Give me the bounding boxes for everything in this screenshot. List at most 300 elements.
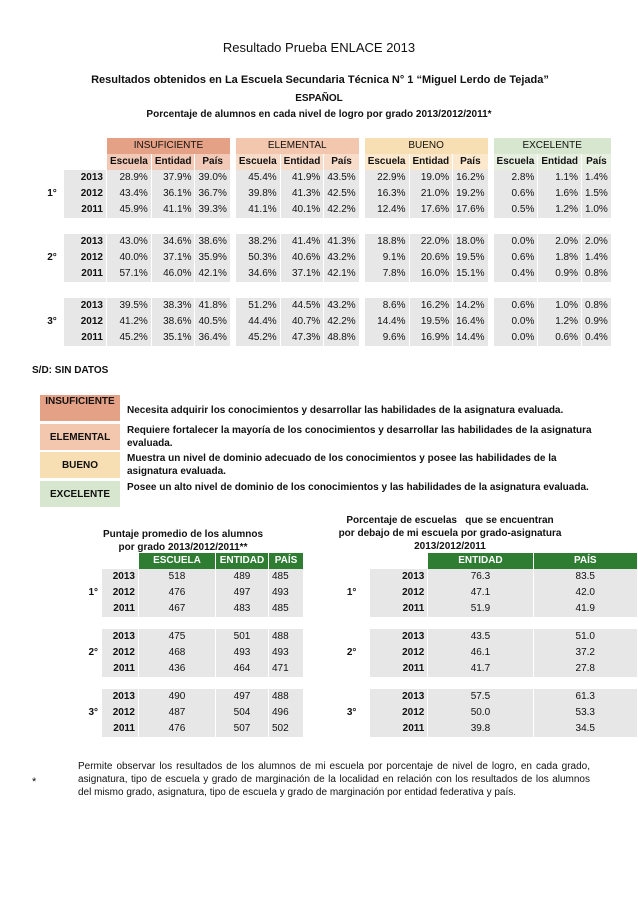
gap-cell xyxy=(231,314,235,330)
value-cell: 2.0% xyxy=(538,234,581,250)
subject-label: ESPAÑOL xyxy=(295,93,343,104)
value-cell: 39.5% xyxy=(107,298,151,314)
pct-column-header: ENTIDAD xyxy=(428,553,532,569)
grade-label xyxy=(41,298,63,314)
value-cell: 18.0% xyxy=(453,234,487,250)
grade-label xyxy=(41,234,63,250)
value-cell: 19.5% xyxy=(410,314,453,330)
gap-cell xyxy=(360,202,364,218)
value-cell: 16.9% xyxy=(410,330,453,346)
year-label: 2011 xyxy=(370,661,427,677)
table-row xyxy=(41,330,611,346)
value-cell: 41.7 xyxy=(428,661,532,677)
value-cell: 487 xyxy=(139,705,215,721)
table-row xyxy=(334,601,637,617)
spacer-cell xyxy=(41,282,611,298)
year-label: 2011 xyxy=(64,330,106,346)
gap-cell xyxy=(489,234,493,250)
value-cell: 518 xyxy=(139,569,215,585)
value-cell: 37.2 xyxy=(534,645,637,661)
value-cell: 17.6% xyxy=(453,202,487,218)
value-cell: 475 xyxy=(139,629,215,645)
value-cell: 16.2% xyxy=(453,170,487,186)
gap-cell xyxy=(231,138,235,154)
table-row xyxy=(334,645,637,661)
gap-cell xyxy=(489,330,493,346)
value-cell: 41.2% xyxy=(107,314,151,330)
year-label: 2012 xyxy=(370,645,427,661)
value-cell: 0.0% xyxy=(494,314,538,330)
value-cell: 1.0% xyxy=(538,298,581,314)
year-label: 2011 xyxy=(102,721,138,737)
value-cell: 0.6% xyxy=(494,186,538,202)
value-cell: 45.9% xyxy=(107,202,151,218)
level-header: EXCELENTE xyxy=(494,138,611,154)
percentage-table-title: Porcentaje de alumnos en cada nivel de logro por grado 2013/2012/2011* xyxy=(146,109,492,120)
achievement-level-table xyxy=(40,138,612,346)
grade-label xyxy=(41,330,63,346)
value-cell: 2.8% xyxy=(494,170,538,186)
value-cell: 22.0% xyxy=(410,234,453,250)
legend-level-box: ELEMENTAL xyxy=(40,424,120,450)
corner-cell xyxy=(334,553,369,569)
value-cell: 7.8% xyxy=(365,266,409,282)
gap-cell xyxy=(360,298,364,314)
year-label: 2012 xyxy=(102,645,138,661)
value-cell: 17.6% xyxy=(410,202,453,218)
value-cell: 14.2% xyxy=(453,298,487,314)
legend-description: Requiere fortalecer la mayoría de los conocimientos y desarrollar las habilidades de la asignatura evaluada. xyxy=(127,425,592,449)
value-cell: 51.2% xyxy=(236,298,280,314)
grade-label: 3° xyxy=(88,707,98,718)
value-cell: 57.1% xyxy=(107,266,151,282)
gap-cell xyxy=(489,314,493,330)
table-row xyxy=(83,629,303,645)
avg-column-header: ENTIDAD xyxy=(216,553,268,569)
value-cell: 14.4% xyxy=(365,314,409,330)
column-header: País xyxy=(453,154,487,170)
gap-cell xyxy=(360,186,364,202)
level-header-row xyxy=(41,138,611,154)
value-cell: 0.9% xyxy=(582,314,611,330)
spacer-row xyxy=(83,677,303,689)
value-cell: 488 xyxy=(269,629,303,645)
table-row xyxy=(334,569,637,585)
footnote-mark: * xyxy=(32,776,37,788)
value-cell: 35.9% xyxy=(195,250,229,266)
table-row xyxy=(41,202,611,218)
value-cell: 1.8% xyxy=(538,250,581,266)
year-label: 2011 xyxy=(102,601,138,617)
grade-label xyxy=(83,569,101,585)
year-label: 2012 xyxy=(64,314,106,330)
gap-cell xyxy=(360,250,364,266)
value-cell: 42.0 xyxy=(534,585,637,601)
grade-label xyxy=(83,601,101,617)
value-cell: 2.0% xyxy=(582,234,611,250)
table-row xyxy=(334,629,637,645)
value-cell: 22.9% xyxy=(365,170,409,186)
value-cell: 47.1 xyxy=(428,585,532,601)
year-label: 2012 xyxy=(102,705,138,721)
column-header: País xyxy=(582,154,611,170)
value-cell: 493 xyxy=(269,585,303,601)
avg-header-row xyxy=(83,553,303,569)
year-label: 2013 xyxy=(64,170,106,186)
value-cell: 44.4% xyxy=(236,314,280,330)
value-cell: 501 xyxy=(216,629,268,645)
school-line: Resultados obtenidos en La Escuela Secundaria Técnica N° 1 “Miguel Lerdo de Tejada” xyxy=(91,74,549,86)
legend-description: Necesita adquirir los conocimientos y desarrollar las habilidades de la asignatura evaluada. xyxy=(127,405,564,416)
value-cell: 468 xyxy=(139,645,215,661)
column-header: Entidad xyxy=(410,154,453,170)
grade-label xyxy=(41,170,63,186)
value-cell: 41.4% xyxy=(281,234,324,250)
value-cell: 489 xyxy=(216,569,268,585)
value-cell: 0.0% xyxy=(494,330,538,346)
table-row xyxy=(334,705,637,721)
gap-cell xyxy=(489,202,493,218)
average-score-table xyxy=(82,553,304,737)
table-row xyxy=(41,298,611,314)
column-header: País xyxy=(324,154,358,170)
value-cell: 43.4% xyxy=(107,186,151,202)
value-cell: 1.0% xyxy=(582,202,611,218)
table-row xyxy=(83,601,303,617)
corner-cell xyxy=(64,154,106,170)
value-cell: 1.5% xyxy=(582,186,611,202)
value-cell: 467 xyxy=(139,601,215,617)
gap-cell xyxy=(360,266,364,282)
value-cell: 41.3% xyxy=(324,234,358,250)
avg-column-header: ESCUELA xyxy=(139,553,215,569)
value-cell: 16.2% xyxy=(410,298,453,314)
year-label: 2013 xyxy=(102,689,138,705)
year-label: 2013 xyxy=(370,689,427,705)
value-cell: 42.2% xyxy=(324,202,358,218)
year-label: 2013 xyxy=(370,629,427,645)
value-cell: 1.2% xyxy=(538,314,581,330)
gap-cell xyxy=(489,170,493,186)
level-header: BUENO xyxy=(365,138,488,154)
grade-label: 1° xyxy=(88,587,98,598)
value-cell: 0.6% xyxy=(494,250,538,266)
grade-label xyxy=(83,629,101,645)
value-cell: 28.9% xyxy=(107,170,151,186)
gap-cell xyxy=(231,250,235,266)
value-cell: 41.8% xyxy=(195,298,229,314)
value-cell: 42.1% xyxy=(195,266,229,282)
grade-label: 3° xyxy=(47,316,57,327)
table-row xyxy=(41,186,611,202)
gap-cell xyxy=(231,266,235,282)
value-cell: 43.5 xyxy=(428,629,532,645)
value-cell: 497 xyxy=(216,689,268,705)
value-cell: 471 xyxy=(269,661,303,677)
corner-cell xyxy=(370,553,427,569)
value-cell: 9.6% xyxy=(365,330,409,346)
value-cell: 1.6% xyxy=(538,186,581,202)
year-label: 2012 xyxy=(64,250,106,266)
value-cell: 483 xyxy=(216,601,268,617)
value-cell: 38.6% xyxy=(195,234,229,250)
document-title: Resultado Prueba ENLACE 2013 xyxy=(222,40,416,55)
year-label: 2011 xyxy=(64,266,106,282)
pct-schools-title-line3: 2013/2012/2011 xyxy=(414,541,486,552)
legend-level-box: EXCELENTE xyxy=(40,481,120,507)
value-cell: 43.2% xyxy=(324,298,358,314)
value-cell: 47.3% xyxy=(281,330,324,346)
table-row xyxy=(83,705,303,721)
year-label: 2013 xyxy=(102,569,138,585)
grade-label xyxy=(334,689,369,705)
value-cell: 41.9 xyxy=(534,601,637,617)
value-cell: 485 xyxy=(269,569,303,585)
column-header: Escuela xyxy=(494,154,538,170)
value-cell: 21.0% xyxy=(410,186,453,202)
level-header: ELEMENTAL xyxy=(236,138,359,154)
value-cell: 34.5 xyxy=(534,721,637,737)
value-cell: 493 xyxy=(269,645,303,661)
value-cell: 20.6% xyxy=(410,250,453,266)
grade-label xyxy=(83,721,101,737)
value-cell: 1.2% xyxy=(538,202,581,218)
grade-label xyxy=(41,266,63,282)
value-cell: 476 xyxy=(139,721,215,737)
value-cell: 45.4% xyxy=(236,170,280,186)
value-cell: 40.7% xyxy=(281,314,324,330)
value-cell: 1.1% xyxy=(538,170,581,186)
grade-label: 1° xyxy=(346,587,357,598)
grade-label: 1° xyxy=(47,188,57,199)
value-cell: 19.2% xyxy=(453,186,487,202)
column-header: Escuela xyxy=(236,154,280,170)
year-label: 2013 xyxy=(370,569,427,585)
column-header: Escuela xyxy=(365,154,409,170)
value-cell: 496 xyxy=(269,705,303,721)
value-cell: 40.0% xyxy=(107,250,151,266)
value-cell: 39.3% xyxy=(195,202,229,218)
value-cell: 34.6% xyxy=(152,234,195,250)
legend-description: Muestra un nivel de dominio adecuado de los conocimientos y posee las habilidades de la asignatura evaluada. xyxy=(127,453,557,477)
value-cell: 36.7% xyxy=(195,186,229,202)
value-cell: 0.9% xyxy=(538,266,581,282)
spacer-cell xyxy=(83,677,303,689)
year-label: 2012 xyxy=(64,186,106,202)
table-row xyxy=(41,234,611,250)
value-cell: 504 xyxy=(216,705,268,721)
value-cell: 40.6% xyxy=(281,250,324,266)
value-cell: 53.3 xyxy=(534,705,637,721)
corner-cell xyxy=(41,154,63,170)
value-cell: 497 xyxy=(216,585,268,601)
gap-cell xyxy=(231,154,235,170)
year-label: 2012 xyxy=(370,705,427,721)
grade-label: 2° xyxy=(47,252,57,263)
grade-label: 3° xyxy=(346,707,357,718)
table-row xyxy=(41,314,611,330)
value-cell: 8.6% xyxy=(365,298,409,314)
value-cell: 9.1% xyxy=(365,250,409,266)
value-cell: 44.5% xyxy=(281,298,324,314)
value-cell: 0.8% xyxy=(582,266,611,282)
value-cell: 36.1% xyxy=(152,186,195,202)
year-label: 2011 xyxy=(370,601,427,617)
legend-level-box: INSUFICIENTE xyxy=(40,395,120,421)
value-cell: 18.8% xyxy=(365,234,409,250)
table-row xyxy=(334,661,637,677)
spacer-row xyxy=(83,617,303,629)
value-cell: 15.1% xyxy=(453,266,487,282)
column-header: Entidad xyxy=(281,154,324,170)
value-cell: 39.0% xyxy=(195,170,229,186)
gap-cell xyxy=(489,298,493,314)
table-row xyxy=(83,569,303,585)
pct-schools-title xyxy=(320,514,580,553)
legend-description: Posee un alto nivel de dominio de los conocimientos y las habilidades de la asignatura evaluada. xyxy=(127,482,589,493)
sd-note: S/D: SIN DATOS xyxy=(32,365,109,376)
gap-cell xyxy=(489,250,493,266)
spacer-cell xyxy=(334,677,637,689)
table-row xyxy=(83,645,303,661)
corner-cell xyxy=(64,138,106,154)
value-cell: 50.0 xyxy=(428,705,532,721)
value-cell: 41.1% xyxy=(152,202,195,218)
table-row xyxy=(41,170,611,186)
table-row xyxy=(334,689,637,705)
pct-schools-title-line2: por debajo de mi escuela por grado-asignatura xyxy=(338,528,562,539)
value-cell: 0.0% xyxy=(494,234,538,250)
pct-schools-title-line1: Porcentaje de escuelas que se encuentran xyxy=(346,515,554,526)
gap-cell xyxy=(360,330,364,346)
grade-label xyxy=(334,601,369,617)
value-cell: 45.2% xyxy=(107,330,151,346)
grade-label: 2° xyxy=(346,647,357,658)
grade-label xyxy=(334,661,369,677)
pct-column-header: PAÍS xyxy=(534,553,637,569)
value-cell: 0.6% xyxy=(494,298,538,314)
value-cell: 1.4% xyxy=(582,250,611,266)
value-cell: 38.2% xyxy=(236,234,280,250)
year-label: 2012 xyxy=(102,585,138,601)
value-cell: 42.2% xyxy=(324,314,358,330)
year-label: 2013 xyxy=(64,298,106,314)
value-cell: 51.0 xyxy=(534,629,637,645)
value-cell: 42.5% xyxy=(324,186,358,202)
value-cell: 37.1% xyxy=(281,266,324,282)
value-cell: 12.4% xyxy=(365,202,409,218)
column-header: Escuela xyxy=(107,154,151,170)
value-cell: 16.3% xyxy=(365,186,409,202)
value-cell: 14.4% xyxy=(453,330,487,346)
value-cell: 37.9% xyxy=(152,170,195,186)
value-cell: 476 xyxy=(139,585,215,601)
gap-cell xyxy=(489,186,493,202)
corner-cell xyxy=(102,553,138,569)
value-cell: 40.5% xyxy=(195,314,229,330)
value-cell: 19.5% xyxy=(453,250,487,266)
value-cell: 39.8 xyxy=(428,721,532,737)
value-cell: 83.5 xyxy=(534,569,637,585)
value-cell: 27.8 xyxy=(534,661,637,677)
year-label: 2013 xyxy=(102,629,138,645)
avg-table-title-line2: por grado 2013/2012/2011** xyxy=(118,542,248,553)
value-cell: 41.1% xyxy=(236,202,280,218)
grade-label xyxy=(334,721,369,737)
spacer-row xyxy=(334,677,637,689)
value-cell: 35.1% xyxy=(152,330,195,346)
value-cell: 19.0% xyxy=(410,170,453,186)
grade-label: 2° xyxy=(88,647,98,658)
pct-header-row xyxy=(334,553,637,569)
grade-label xyxy=(83,661,101,677)
gap-cell xyxy=(360,234,364,250)
year-label: 2011 xyxy=(64,202,106,218)
value-cell: 488 xyxy=(269,689,303,705)
gap-cell xyxy=(489,266,493,282)
value-cell: 485 xyxy=(269,601,303,617)
spacer-cell xyxy=(41,218,611,234)
gap-cell xyxy=(360,170,364,186)
column-header: Entidad xyxy=(538,154,581,170)
grade-label xyxy=(41,202,63,218)
gap-cell xyxy=(231,330,235,346)
gap-cell xyxy=(231,298,235,314)
gap-cell xyxy=(231,234,235,250)
corner-cell xyxy=(41,138,63,154)
gap-cell xyxy=(360,154,364,170)
grade-label xyxy=(334,629,369,645)
year-label: 2011 xyxy=(102,661,138,677)
value-cell: 493 xyxy=(216,645,268,661)
spacer-row xyxy=(41,282,611,298)
avg-table-title xyxy=(68,528,298,554)
gap-cell xyxy=(489,154,493,170)
table-row xyxy=(334,585,637,601)
gap-cell xyxy=(231,170,235,186)
table-row xyxy=(41,266,611,282)
grade-label xyxy=(334,569,369,585)
value-cell: 50.3% xyxy=(236,250,280,266)
year-label: 2013 xyxy=(64,234,106,250)
value-cell: 0.4% xyxy=(494,266,538,282)
value-cell: 0.6% xyxy=(538,330,581,346)
year-label: 2011 xyxy=(370,721,427,737)
value-cell: 0.4% xyxy=(582,330,611,346)
value-cell: 39.8% xyxy=(236,186,280,202)
footnote-text: Permite observar los resultados de los alumnos de mi escuela por porcentaje de nivel de logro, en cada grado, asignatura, tipo de escuela y grado de marginación de la localidad en relación con los resultados de los alumnos del mismo grado, asignatura, tipo de escuela y grado de marginación por entidad federativa y país. xyxy=(78,761,590,798)
value-cell: 40.1% xyxy=(281,202,324,218)
value-cell: 38.6% xyxy=(152,314,195,330)
spacer-row xyxy=(334,617,637,629)
avg-column-header: PAÍS xyxy=(269,553,303,569)
value-cell: 48.8% xyxy=(324,330,358,346)
value-cell: 1.4% xyxy=(582,170,611,186)
gap-cell xyxy=(489,138,493,154)
value-cell: 16.0% xyxy=(410,266,453,282)
value-cell: 0.8% xyxy=(582,298,611,314)
table-row xyxy=(83,585,303,601)
value-cell: 41.3% xyxy=(281,186,324,202)
table-row xyxy=(83,721,303,737)
value-cell: 46.0% xyxy=(152,266,195,282)
column-header: País xyxy=(195,154,229,170)
value-cell: 51.9 xyxy=(428,601,532,617)
value-cell: 436 xyxy=(139,661,215,677)
value-cell: 57.5 xyxy=(428,689,532,705)
gap-cell xyxy=(360,138,364,154)
gap-cell xyxy=(231,186,235,202)
